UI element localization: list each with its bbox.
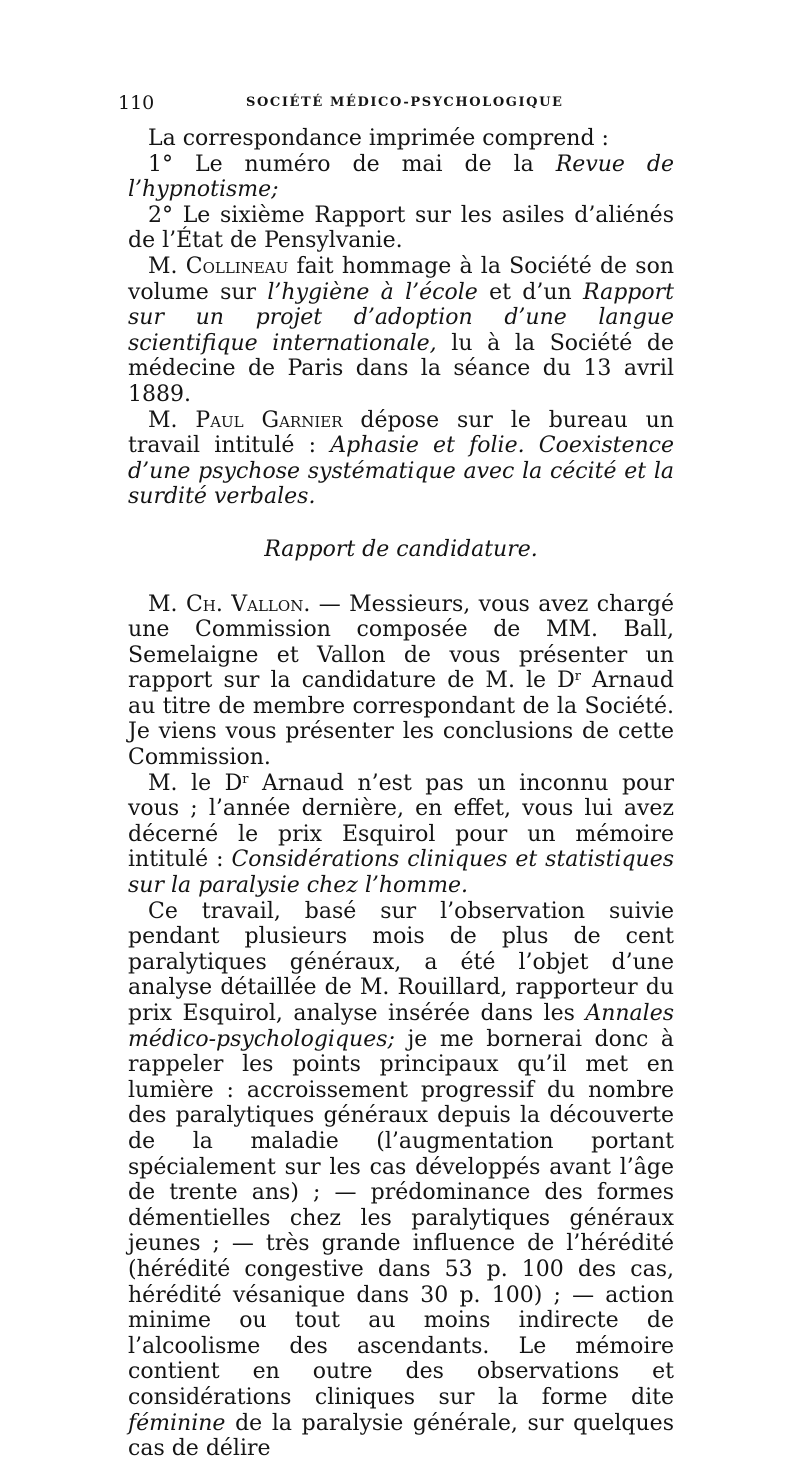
paragraph-item-1: 1° Le numéro de mai de la Revue de l’hypnotisme; [128, 151, 675, 203]
author-name: Ch. Vallon. [185, 591, 311, 617]
journal-title: Revue de l’hypnotisme; [128, 151, 675, 203]
work-title: Considérations cliniques et statistiques sur la paralysie chez l’homme. [128, 847, 675, 899]
body-text [128, 126, 674, 1462]
work-title: Rapport sur un projet d’adoption d’une langue scientifique internationale, [128, 279, 674, 356]
page-header [118, 92, 678, 116]
paragraph-item-2: 2° Le sixième Rapport sur les asiles d’aliénés de l’État de Pensylvanie. [128, 202, 674, 254]
page-number: 110 [118, 92, 155, 114]
work-title: Aphasie et folie. Coexistence d’une psychose systématique avec la cécité et la surdité verbales. [128, 433, 674, 510]
paragraph-collineau: M. Collineau fait hommage à la Société de son volume sur l’hygiène à l’école et d’un Rapport sur un projet d’adoption d’une langue scientifique internationale, lu à la Société de médecine de Paris dans la séance du 13 avril 1889. [128, 253, 674, 407]
paragraph-garnier: M. Paul Garnier dépose sur le bureau un travail intitulé : Aphasie et folie. Coexistence d’une psychose systématique avec la cécité et la surdité verbales. [128, 407, 675, 510]
paragraph-vallon: M. Ch. Vallon. — Messieurs, vous avez chargé une Commission composée de MM. Ball, Semelaigne et Vallon de vous présenter un rapport sur la candidature de M. le $D^r$ Arnaud au titre de membre correspondant de la Société. Je viens vous présenter les conclusions de cette Commission. [128, 591, 674, 771]
work-title: l’hygiène à l’école [267, 279, 478, 305]
author-name: Paul Garnier [195, 407, 343, 433]
paragraph-arnaud: M. le $D^r$ Arnaud n’est pas un inconnu pour vous ; l’année dernière, en effet, vous lui avez décerné le prix Esquirol pour un mémoire intitulé : Considérations cliniques et statistiques sur la paralysie chez l’homme. [128, 770, 675, 899]
section-heading: Rapport de candidature. [264, 536, 538, 562]
running-head: SOCIÉTÉ MÉDICO-PSYCHOLOGIQUE [246, 95, 564, 110]
emphasis: féminine [128, 1410, 226, 1436]
paragraph-travail: Ce travail, basé sur l’observation suivie pendant plusieurs mois de plus de cent paralytiques généraux, a été l’objet d’une analyse détaillée de M. Rouillard, rapporteur du prix Esquirol, analyse insérée dans les Annales médico-psychologiques; je me bornerai donc à rappeler les points principaux qu’il met en lumière : accroissement progressif du nombre des paralytiques généraux depuis la découverte de la maladie (l’augmentation portant spécialement sur les cas développés avant l’âge de trente ans) ; — prédominance des formes démentielles chez les paralytiques généraux jeunes ; — très grande influence de l’hérédité (hérédité congestive dans 53 p. 100 des cas, hérédité vésanique dans 30 p. 100) ; — action minime ou tout au moins indirecte de l’alcoolisme des ascendants. Le mémoire contient en outre des observations et considérations cliniques sur la forme dite féminine de la paralysie générale, sur quelques cas de délire [128, 898, 674, 1462]
paragraph-correspondance: La correspondance imprimée comprend : [148, 126, 609, 151]
journal-title: Annales médico-psychologiques; [128, 1001, 674, 1052]
author-name: Collineau [185, 253, 289, 279]
